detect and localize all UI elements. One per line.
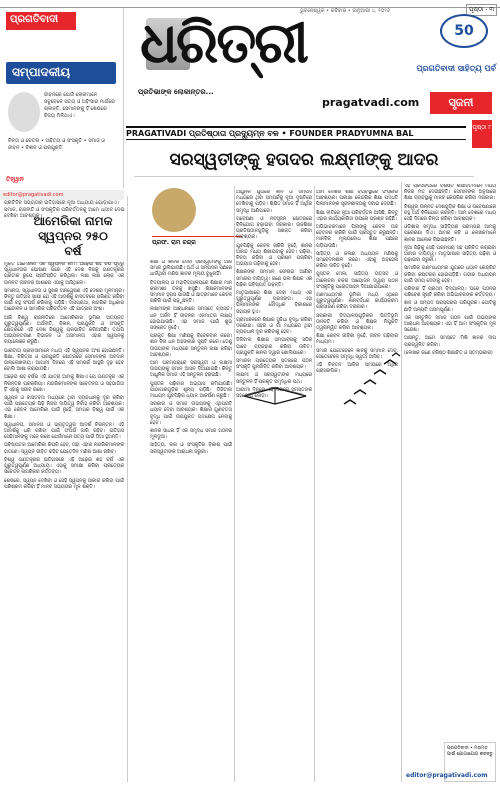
date-band: ଭୁବନେଶ୍ୱର • ରବିବାର • ଜାନୁଆରୀ ୪, ୨୦୨୬ xyxy=(300,8,390,14)
editorial-column: ମୁକ୍ତ ଆମେରିକା ଏକ ସ୍ୱପ୍ନର ନାମ। ଅଢ଼େଇ ଶହ ବର୍ଷ ପୂର୍ବରୁ ସ୍ୱାଧୀନତାର ଘୋଷଣା ପରେ ଏହି ଦେଶ ନିଜକୁ ଗଣତନ୍ତ୍ରର ପ୍ରତୀକ ରୂପେ ପ୍ରତିଷ୍ଠିତ କରିଥିଲା। ଲକ୍ଷ ଲକ୍ଷ ଲୋକ ଏକ ଉନ୍ନତ ଜୀବନର ଆଶାରେ ଏଠାକୁ ଆସିଥିଲେ। ସମାନତା, ସ୍ୱାଧୀନତା ଓ ସୁଖର ଅନ୍ୱେଷଣ ଏହି ଦେଶର ମୂଳମନ୍ତ୍ର। କିନ୍ତୁ ଇତିହାସ ସାକ୍ଷୀ ଯେ ଏହି ଆଦର୍ଶକୁ ବାସ୍ତବରେ ପରିଣତ କରିବା ପାଇଁ ବହୁ ସଂଘର୍ଷ କରିବାକୁ ପଡ଼ିଛି। ଦାସପ୍ରଥା, ନାଗରିକ ଅଧିକାର ଆନ୍ଦୋଳନ ଓ ସାମାଜିକ ପରିବର୍ତ୍ତନ ଏହି ଯାତ୍ରାର ଅଂଶ। ଆଜି ବିଶ୍ୱ ରାଜନୀତିରେ ଆମେରିକାର ଭୂମିକା ଅତ୍ୟନ୍ତ ଗୁରୁତ୍ୱପୂର୍ଣ୍ଣ। ଅର୍ଥନୀତି, ବିଜ୍ଞାନ, ପ୍ରଯୁକ୍ତି ଓ ସଂସ୍କୃତି କ୍ଷେତ୍ରରେ ଏହି ଦେଶ ବିଶ୍ୱକୁ ପ୍ରଭାବିତ କରିଆସିଛି। ତଥାପି ଆଭ୍ୟନ୍ତରୀଣ ବିଭାଜନ ଓ ଅସମାନତା ଏହାର ସ୍ୱପ୍ନକୁ ଚ୍ୟାଲେଞ୍ଜ କରୁଛି। ଭାରତୀୟ ପ୍ରବାସୀମାନେ ମଧ୍ୟ ଏହି ସ୍ୱପ୍ନର ଅଂଶ ହୋଇଛନ୍ତି। ଶିକ୍ଷା, ଚିକିତ୍ସା ଓ ପ୍ରଯୁକ୍ତି କ୍ଷେତ୍ରରେ ସେମାନଙ୍କ ଅବଦାନ ଉଲ୍ଲେଖନୀୟ। ଆଗାମୀ ଦିନରେ ଏହି ସମ୍ପର୍କ ଆହୁରି ଦୃଢ଼ ହେବ ବୋଲି ଆଶା କରାଯାଉଛି। ଅଢ଼େଇ ଶହ ବର୍ଷର ଏହି ଯାତ୍ରା ଆମକୁ ଶିଖାଏ ଯେ ଗଣତନ୍ତ୍ର ଏକ ନିରନ୍ତର ପ୍ରକ୍ରିୟା। ନାଗରିକମାନଙ୍କ ସଚେତନତା ଓ ସହଭାଗିତା ହିଁ ଏହାକୁ ସଜୀବ ରଖେ। ସ୍ୱପ୍ନ ଓ ବାସ୍ତବତା ମଧ୍ୟରେ ଥିବା ବ୍ୟବଧାନକୁ ଦୂର କରିବା ପାଇଁ ପ୍ରତ୍ୟେକ ପିଢ଼ି ନିଜର ଦାୟିତ୍ୱ ନିର୍ବାହ କରିବା ଆବଶ୍ୟକ। ଏହା କେବଳ ଆମେରିକା ପାଇଁ ନୁହେଁ, ସମଗ୍ର ବିଶ୍ୱ ପାଇଁ ଏକ ଶିକ୍ଷା। ସ୍ୱାଧୀନତା, ସମାନତା ଓ ଭ୍ରାତୃତ୍ୱର ଆଦର୍ଶ ଚିରନ୍ତନ। ଏହି ଆଦର୍ଶକୁ ଧରି ରଖିବା ପାଇଁ ସଂଘର୍ଷ ଜାରି ରହିବ। ଇତିହାସ ସେହିମାନଙ୍କୁ ମନେ ରଖେ ଯେଉଁମାନେ ସତ୍ୟ ପାଇଁ ଠିଆ ହୁଅନ୍ତି। ଭବିଷ୍ୟତର ଆମେରିକା କିପରି ହେବ, ତାହା ଏହାର ନାଗରିକମାନଙ୍କ ହାତରେ। ସ୍ୱପ୍ନ ଜୀବିତ ରହିବ ଯେତେଦିନ ମଣିଷ ଆଶା ରଖିବ। ବିଶ୍ୱ ଗଣତନ୍ତ୍ରର ଇତିହାସରେ ଏହି ଅଢ଼େଇ ଶହ ବର୍ଷ ଏକ ଗୁରୁତ୍ୱପୂର୍ଣ୍ଣ ଅଧ୍ୟାୟ। ଏହାକୁ ସମୀକ୍ଷା କରିବା ପ୍ରତ୍ୟେକ ସଚେତନ ନାଗରିକର କର୍ତ୍ତବ୍ୟ। ଶେଷରେ, ସ୍ୱପ୍ନ ଦେଖିବା ଓ ସେହି ସ୍ୱପ୍ନକୁ ସାକାର କରିବା ପାଇଁ ପରିଶ୍ରମ କରିବା ହିଁ ମାନବ ସଭ୍ୟତାର ମୂଳ ଶକ୍ତି। xyxy=(4,262,124,490)
column-divider xyxy=(127,196,128,782)
article-column-1: ଶିକ୍ଷା ଓ ଜ୍ଞାନର ଦେବୀ ସରସ୍ୱତୀଙ୍କୁ ଆଜି ସମାଜ ଭୁଲିଯାଉଛି। ଅର୍ଥ ଓ ସମ୍ପଦର ପଛରେ ଧାଉଁଥିବା ମଣିଷ ଜ୍ଞାନର ମୂଲ୍ୟ ବୁଝୁନାହିଁ। ବିଦ୍ୟାଳୟ ଓ ମହାବିଦ୍ୟାଳୟରେ ଶିକ୍ଷାର ମାନ କ୍ରମଶଃ ତଳକୁ ଖସୁଛି। ଶିକ୍ଷକମାନଙ୍କ ସମ୍ମାନ ହ୍ରାସ ପାଉଛି ଓ ଛାତ୍ରମାନେ କେବଳ ଚାକିରି ପାଇଁ ପଢ଼ୁଛନ୍ତି। ଲକ୍ଷ୍ମୀଙ୍କ ଆରାଧନାରେ ସମସ୍ତେ ବ୍ୟସ୍ତ। ଧନ ଅର୍ଜନ ହିଁ ଜୀବନର ଏକମାତ୍ର ଲକ୍ଷ୍ୟ ହୋଇଯାଇଛି। ଏହା ସମାଜ ପାଇଁ ଶୁଭ ସଙ୍କେତ ନୁହେଁ। ପ୍ରକୃତ ଶିକ୍ଷା ମଣିଷକୁ ବିବେକବାନ କରେ। ଜ୍ଞାନ ବିନା ଧନ ଅହଙ୍କାର ସୃଷ୍ଟି କରେ। ତେଣୁ ଉଭୟଙ୍କ ମଧ୍ୟରେ ସନ୍ତୁଳନ ରକ୍ଷା କରିବା ଆବଶ୍ୟକ। ଆମ ପରମ୍ପରାରେ ସରସ୍ୱତୀ ଓ ଲକ୍ଷ୍ମୀ ଉଭୟଙ୍କୁ ସମାନ ଆସନ ଦିଆଯାଇଛି। କିନ୍ତୁ ଆଧୁନିକ ସମାଜ ଏହି ସନ୍ତୁଳନ ହରାଇଛି। ପୁସ୍ତକ ପଢ଼ିବାର ଅଭ୍ୟାସ କମିଯାଉଛି। ପାଠାଗାରଗୁଡ଼ିକ ଶୂନ୍ୟ ପଡ଼ିଛି। ଡିଜିଟାଲ ମାଧ୍ୟମ ଯୁବପିଢ଼ିର ଧ୍ୟାନ ଆକର୍ଷଣ କରୁଛି। ସରକାର ଓ ସମାଜ ଉଭୟଙ୍କୁ ଏଥିପ୍ରତି ଧ୍ୟାନ ଦେବା ଆବଶ୍ୟକ। ଶିକ୍ଷାର ଗୁଣବତ୍ତା ବୃଦ୍ଧି ପାଇଁ ଉପଯୁକ୍ତ ପଦକ୍ଷେପ ନେବାକୁ ହେବ। ଜ୍ଞାନର ସାଧନା ହିଁ ଏକ ସମୃଦ୍ଧ ସମାଜ ଗଠନର ମୂଳଦୁଆ। ସାହିତ୍ୟ, କଳା ଓ ସଂସ୍କୃତିର ବିକାଶ ପାଇଁ ସରସ୍ୱତୀଙ୍କ ଆରାଧନା ଜରୁରୀ। xyxy=(150,260,232,455)
main-headline: ସରସ୍ୱତୀଙ୍କୁ ହତାଦର ଲକ୍ଷ୍ମୀଙ୍କୁ ଆଦର xyxy=(134,150,474,177)
editorial-title: ଆମେରିକା ନାମକ ସ୍ୱପ୍ନର ୨୫୦ ବର୍ଷ xyxy=(28,214,118,263)
top-rule xyxy=(0,0,500,8)
footer-email[interactable]: editor@pragativadi.com xyxy=(406,772,488,779)
portrait-photo xyxy=(8,92,40,132)
byline: ପ୍ରଫ. ରାମ ଚନ୍ଦ୍ର xyxy=(152,236,242,247)
sahitya-label: ପ୍ରଗତିବାଦୀ ସାହିତ୍ୟ ପର୍ବ xyxy=(416,64,496,73)
founder-line: PRAGATIVADI ପ୍ରତିଷ୍ଠାତା ପ୍ରଦ୍ୟୁମ୍ନ ବଳ • FOUNDER PRADYUMNA BAL xyxy=(126,126,466,140)
section-tag: ତିହ୍ୱାନ xyxy=(6,176,24,183)
editorial-intro: ପ୍ରତିଦିନ ସଭ୍ୟତାର ଇତିହାସରେ ନୂଆ ଅଧ୍ୟାୟ ଯୋଡ଼ାଯାଏ। ସମାଜ, ରାଜନୀତି ଓ ସଂସ୍କୃତିର ପରିବର୍ତ୍ତନକୁ ଆମେ ଧ୍ୟାନ ଦେଇ ଦେଖିବା ଆବଶ୍ୟକ। xyxy=(4,200,125,219)
email-band[interactable]: editor@pragativadi.com xyxy=(0,190,124,200)
masthead-title: ଧରିତ୍ରୀ xyxy=(140,10,307,76)
srujani-badge: ସୃଜନୀ xyxy=(430,92,492,114)
column-divider xyxy=(314,186,315,782)
site-url[interactable]: pragatvadi.com xyxy=(322,96,420,109)
brand-badge: ପ୍ରଗତିବାଦୀ xyxy=(6,12,76,30)
article-column-2: ଆଧୁନିକ ଯୁଗରେ ଜ୍ଞାନ ଓ ସମ୍ପଦ ମଧ୍ୟରେ ଥିବା ସମ୍ପର୍କକୁ ନୂଆ ଦୃଷ୍ଟିରେ ଦେଖିବାକୁ ପଡ଼ିବ। ଶିକ୍ଷିତ ସମାଜ ହିଁ ଆର୍ଥିକ ସମୃଦ୍ଧି ଆଣିପାରେ। ଗବେଷଣା ଓ ନବସୃଜନ କ୍ଷେତ୍ରରେ ବିନିଯୋଗ ବଢ଼ାଇବା ଦରକାର। ଉଚ୍ଚଶିକ୍ଷା ପ୍ରତିଷ୍ଠାନଗୁଡ଼ିକୁ ସଶକ୍ତ କରିବା ଆବଶ୍ୟକ। ଯୁବପିଢ଼ିକୁ କେବଳ ଚାକିରି ନୁହେଁ, ଜ୍ଞାନର ଆନନ୍ଦ ମଧ୍ୟ ଶିଖାଇବାକୁ ହେବ। ପଢ଼ିବା, ଚିନ୍ତା କରିବା ଓ ପ୍ରଶ୍ନ ପଚାରିବା ଅଭ୍ୟାସ ଗଢ଼ିବାକୁ ହେବ। ଶିକ୍ଷକଙ୍କ ସମ୍ମାନ ଫେରାଇ ଆଣିବା ସମାଜର ଦାୟିତ୍ୱ। ଜଣେ ଭଲ ଶିକ୍ଷକ ଏକ ପିଢ଼ିର ଭବିଷ୍ୟତ ଗଢ଼ନ୍ତି। ମାତୃଭାଷାରେ ଶିକ୍ଷା ଦେବା ମଧ୍ୟ ଏକ ଗୁରୁତ୍ୱପୂର୍ଣ୍ଣ ପ୍ରସଙ୍ଗ। ଏହା ପିଲାମାନଙ୍କ ବୌଦ୍ଧିକ ବିକାଶରେ ସହାୟକ ହୁଏ। ଗ୍ରାମାଞ୍ଚଳରେ ଶିକ୍ଷାର ସୁବିଧା ବୃଦ୍ଧି କରିବା ଦରକାର। ସହର ଓ ଗାଁ ମଧ୍ୟରେ ଥିବା ବ୍ୟବଧାନ ଦୂର କରିବାକୁ ହେବ। ଡିଜିଟାଲ ଶିକ୍ଷାର ସମ୍ଭାବନାକୁ ସଠିକ ଭାବେ ବ୍ୟବହାର କରିବା ଉଚିତ। ପ୍ରଯୁକ୍ତି ଜ୍ଞାନର ଦ୍ୱାର ଖୋଲିପାରେ। ସମାଜର ପ୍ରତ୍ୟେକ ସ୍ତରରେ ପଠନ ସଂସ୍କୃତି ପୁନର୍ଜୀବିତ କରିବା ଆବଶ୍ୟକ। ଲକ୍ଷ୍ମୀ ଓ ସରସ୍ୱତୀଙ୍କ ମଧ୍ୟରେ ସନ୍ତୁଳନ ହିଁ ପ୍ରକୃତ ସମୃଦ୍ଧିର ପଥ। ଆଗାମୀ ଦିନରେ ଏହି ଦିଗରେ ସମସ୍ତଙ୍କ ସହଯୋଗ ଲୋଡ଼ା। xyxy=(236,190,312,400)
section-label: ସମ୍ପାଦକୀୟ xyxy=(6,62,116,84)
page-number: ପୃଷ୍ଠା - ୩ xyxy=(466,4,497,16)
side-page-marker: ପୃଷ୍ଠା ୮ xyxy=(472,120,492,148)
promo-card: ପ୍ରଗତିବାଦୀ • ମତାମତ ପାଇଁ ଯୋଗାଯୋଗ କରନ୍ତୁ xyxy=(444,742,496,782)
author-photo xyxy=(152,188,196,232)
column-divider xyxy=(234,186,235,782)
column-divider xyxy=(401,182,402,782)
info-lines: ଚିନ୍ତା ଓ ଚେତନା • ସାହିତ୍ୟ ଓ ସଂସ୍କୃତି • ସମାଜ ଓ ଜୀବନ • ବିଜ୍ଞାନ ଓ ପ୍ରଯୁକ୍ତି xyxy=(8,138,105,151)
pratibha-tribute: ପ୍ରତିଭାଙ୍କ ଲୋକାନ୍ତର... xyxy=(138,88,214,96)
daily-quote: ଜୀବନରେ ଯେଉଁ ଲୋକମାନେ ସବୁବେଳେ ସତ୍ୟ ଓ ଅହିଂସାର ମାର୍ଗରେ ଚାଲନ୍ତି, ସେମାନଙ୍କୁ ହିଁ ଶେଷରେ ବିଜୟ ମିଳିଥାଏ। xyxy=(44,92,115,119)
article-column-4: ଏହି ପ୍ରସଙ୍ଗରେ ବିଶିଷ୍ଟ ଶିକ୍ଷାବିତମାନେ ମଧ୍ୟ ନିଜର ମତ ଦେଇଛନ୍ତି। ସେମାନଙ୍କ ଅନୁସାରେ ଶିକ୍ଷା ବ୍ୟବସ୍ଥାକୁ ମାନବ କେନ୍ଦ୍ରିକ କରିବା ଦରକାର। ବିଶ୍ୱର ଉନ୍ନତ ଦେଶଗୁଡ଼ିକ ଶିକ୍ଷା ଓ ଗବେଷଣାରେ ବହୁ ଅର୍ଥ ବିନିଯୋଗ କରନ୍ତି। ଆମ ଦେଶରେ ମଧ୍ୟ ସେହି ଦିଗରେ ଚିନ୍ତା କରିବା ଆବଶ୍ୟକ। ଓଡ଼ିଶାର ସମୃଦ୍ଧ ସାହିତ୍ୟିକ ପରମ୍ପରା ଆମକୁ ପ୍ରେରଣା ଦିଏ। ଆମର କବି ଓ ଲେଖକମାନେ ଜ୍ଞାନର ଆଲୋକ ବିଛାଇଛନ୍ତି। ନୂଆ ପିଢ଼ିକୁ ସେହି ପରମ୍ପରା ସହ ପରିଚିତ କରାଇବା ଆମର ଦାୟିତ୍ୱ। ମାତୃଭାଷାର ସାହିତ୍ୟ ପଢ଼ିବା ଓ ପଢ଼ାଇବା ଜରୁରୀ। ସାମାଜିକ ଗଣମାଧ୍ୟମର ଯୁଗରେ ଧ୍ୟାନ କେନ୍ଦ୍ରିତ କରିବା କଷ୍ଟକର ହୋଇପଡ଼ିଛି। ଗଭୀର ଅଧ୍ୟୟନ ପାଇଁ ସମୟ ଦେବାକୁ ହେବ। ପରିବାର ହିଁ ପ୍ରଥମ ବିଦ୍ୟାଳୟ। ଘରେ ପଠନର ପରିବେଶ ସୃଷ୍ଟି କରିବା ଅଭିଭାବକଙ୍କ କର୍ତ୍ତବ୍ୟ। ଜ୍ଞାନ ଓ ସମ୍ପଦ ପରସ୍ପରର ପରିପୂରକ। ଗୋଟିକୁ ଛାଡ଼ି ଅନ୍ୟଟି ଅସମ୍ପୂର୍ଣ୍ଣ। ଏକ ସନ୍ତୁଳିତ ସମାଜ ଗଠନ ପାଇଁ ଉଭୟଙ୍କ ଆରାଧନା ଆବଶ୍ୟକ। ଏହା ହିଁ ଆମ ସଂସ୍କୃତିର ମୂଳ ସନ୍ଦେଶ। ଆସନ୍ତୁ, ଆମେ ସମସ୍ତେ ମିଶି ଜ୍ଞାନର ଦୀପ ପ୍ରଜ୍ୱଳିତ କରିବା। (ଲେଖକ ଜଣେ ବରିଷ୍ଠ ଶିକ୍ଷାବିତ୍ ଓ ସ୍ତମ୍ଭକାର) xyxy=(404,184,496,356)
anniversary-logo: 50 xyxy=(440,14,488,48)
article-column-3: ଆମ ଦେଶର ଶିକ୍ଷା ବ୍ୟବସ୍ଥାରେ ସଂସ୍କାର ଆବଶ୍ୟକ। ପରୀକ୍ଷା କେନ୍ଦ୍ରିକ ଶିକ୍ଷା ପଦ୍ଧତି ପିଲାମାନଙ୍କ ସୃଜନଶୀଳତାକୁ ଦବାଇ ଦେଉଛି। ଶିକ୍ଷା ନୀତିରେ ନୂଆ ପରିବର୍ତ୍ତନ ଆସିଛି, କିନ୍ତୁ ଏହାର କାର୍ଯ୍ୟକାରିତା ଉପରେ ପ୍ରଶ୍ନ ରହିଛି। ଅଭିଭାବକମାନେ ପିଲାଙ୍କୁ କେବଳ ଉଚ୍ଚ ବେତନର ଚାକିରି ପାଇଁ ପ୍ରସ୍ତୁତ କରୁଛନ୍ତି। ମାନବିକ ମୂଲ୍ୟବୋଧ ଶିକ୍ଷା ପଛରେ ପଡ଼ିଯାଉଛି। ସାହିତ୍ୟ ଓ କଳାର ଅଧ୍ୟୟନ ମଣିଷକୁ ସମ୍ବେଦନଶୀଳ କରେ। ଏହାକୁ ଅବହେଳା କରିବା ଉଚିତ ନୁହେଁ। ପୁସ୍ତକ ମେଳା, ସାହିତ୍ୟ ଉତ୍ସବ ଓ ଆଲୋଚନା ଚକ୍ର ଆୟୋଜନ ଦ୍ୱାରା ପଠନ ସଂସ୍କୃତିକୁ ପ୍ରୋତ୍ସାହନ ଦିଆଯାଇପାରେ। ଗଣମାଧ୍ୟମର ଭୂମିକା ମଧ୍ୟ ଏଥିରେ ଗୁରୁତ୍ୱପୂର୍ଣ୍ଣ। ଜ୍ଞାନବର୍ଦ୍ଧକ କାର୍ଯ୍ୟକ୍ରମ ପ୍ରସାରଣ କରିବା ଦରକାର। ସରକାରୀ ବିଦ୍ୟାଳୟଗୁଡ଼ିକର ଭିତ୍ତିଭୂମି ଉନ୍ନତି କରିବା ଓ ଶିକ୍ଷକ ନିଯୁକ୍ତି ତ୍ୱରାନ୍ୱିତ କରିବା ଆବଶ୍ୟକ। ଶିକ୍ଷା କେବଳ ଜୀବିକା ନୁହେଁ, ଜୀବନ ଗଢ଼ିବାର ମାଧ୍ୟମ। ସମାଜ ଯେତେବେଳେ ଜ୍ଞାନକୁ ସମ୍ମାନ ଦେବ, ସେତେବେଳେ ସମୃଦ୍ଧି ସ୍ୱତଃ ଆସିବ। ଏହି ଚିନ୍ତନ ଆଜିର ସମୟରେ ଅଧିକ ପ୍ରାସଙ୍ଗିକ। xyxy=(316,190,398,375)
